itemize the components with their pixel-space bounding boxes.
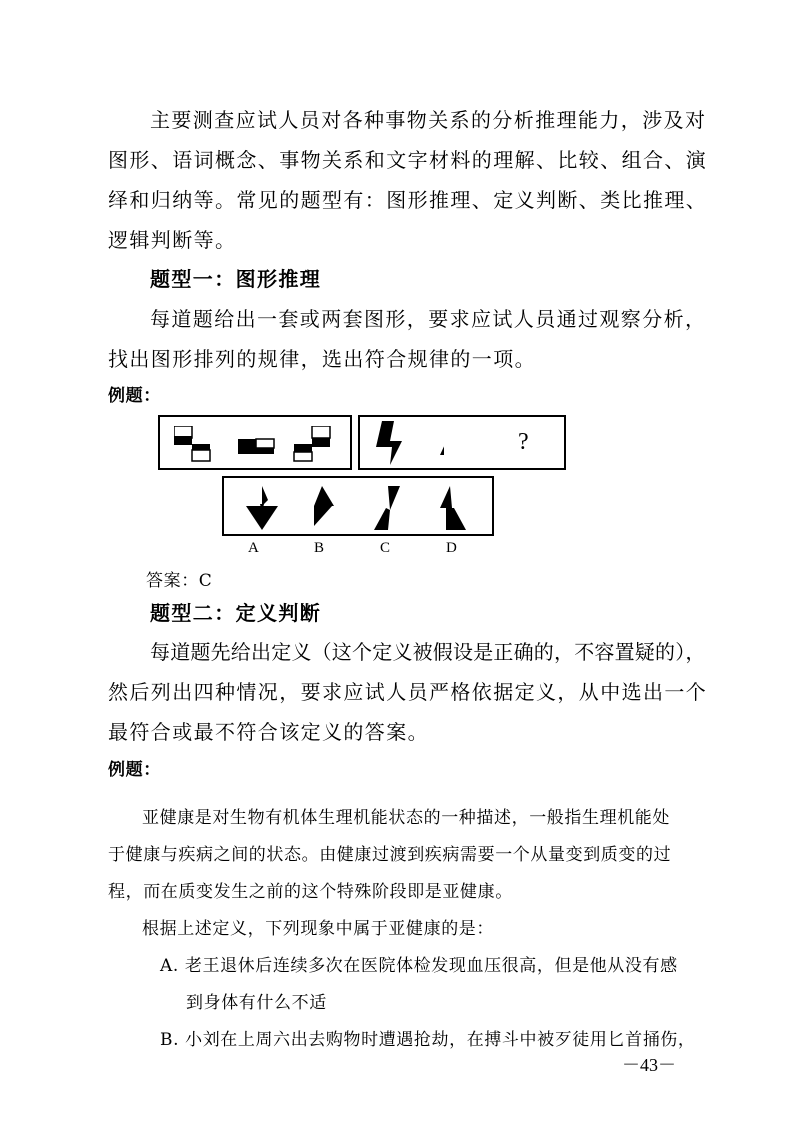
- option-b-shape: [314, 486, 334, 526]
- intro-line-3: 绎和归纳等。常见的题型有：图形推理、定义判断、类比推理、: [108, 188, 708, 212]
- section2-example-label: 例题：: [108, 760, 161, 780]
- option-label-a: A: [248, 540, 259, 556]
- section2-desc-line-3: 最符合或最不符合该定义的答案。: [108, 720, 429, 744]
- section1-example-label: 例题：: [108, 386, 161, 406]
- section1-desc-line-1: 每道题给出一套或两套图形，要求应试人员通过观察分析，: [150, 307, 707, 331]
- page-number: －43－: [622, 1055, 676, 1075]
- option-c-shape: [374, 486, 400, 530]
- section2-heading: 题型二：定义判断: [150, 601, 322, 625]
- section2-question: 根据上述定义，下列现象中属于亚健康的是：: [142, 919, 494, 939]
- intro-line-2: 图形、语词概念、事物关系和文字材料的理解、比较、组合、演: [108, 148, 708, 172]
- section2-para-line-3: 程，而在质变发生之前的这个特殊阶段即是亚健康。: [108, 882, 513, 902]
- figure-sequence-2-shapes: [374, 421, 444, 467]
- choice-a-line-1: A. 老王退休后连续多次在医院体检发现血压很高，但是他从没有感: [160, 956, 678, 976]
- figure-box-options: [222, 476, 494, 536]
- option-d-shape: [440, 486, 466, 530]
- parallelogram-shape: [440, 429, 444, 455]
- choice-b-line-1: B. 小刘在上周六出去购物时遭遇抢劫，在搏斗中被歹徒用匕首捅伤，: [160, 1030, 696, 1050]
- section2-desc-line-2: 然后列出四种情况，要求应试人员严格依据定义，从中选出一个: [108, 680, 708, 704]
- bolt-shape: [376, 421, 402, 465]
- option-label-d: D: [446, 540, 457, 556]
- step-shape-2: [238, 439, 274, 454]
- option-shapes: [240, 484, 480, 532]
- choice-a-line-2: 到身体有什么不适: [186, 993, 327, 1013]
- section2-para-line-1: 亚健康是对生物有机体生理机能状态的一种描述，一般指生理机能处: [142, 808, 670, 828]
- section2-para-line-2: 于健康与疾病之间的状态。由健康过渡到疾病需要一个从量变到质变的过: [108, 845, 672, 865]
- section1-heading: 题型一：图形推理: [150, 267, 322, 291]
- question-mark: ?: [518, 429, 529, 455]
- figure-box-sequence-1: [158, 415, 352, 470]
- option-label-b: B: [314, 540, 325, 556]
- option-label-c: C: [380, 540, 391, 556]
- step-shape-3: [294, 426, 330, 461]
- intro-line-1: 主要测查应试人员对各种事物关系的分析推理能力，涉及对: [150, 108, 707, 132]
- step-shape-1: [174, 426, 210, 461]
- option-a-shape: [246, 486, 278, 530]
- intro-line-4: 逻辑判断等。: [108, 228, 237, 252]
- figure-box-sequence-2: [358, 415, 566, 470]
- section2-desc-line-1: 每道题先给出定义（这个定义被假设是正确的，不容置疑的），: [150, 640, 706, 664]
- section1-desc-line-2: 找出图形排列的规律，选出符合规律的一项。: [108, 347, 536, 371]
- section1-answer: 答案：C: [146, 571, 213, 591]
- figure-sequence-1-shapes: [174, 426, 334, 462]
